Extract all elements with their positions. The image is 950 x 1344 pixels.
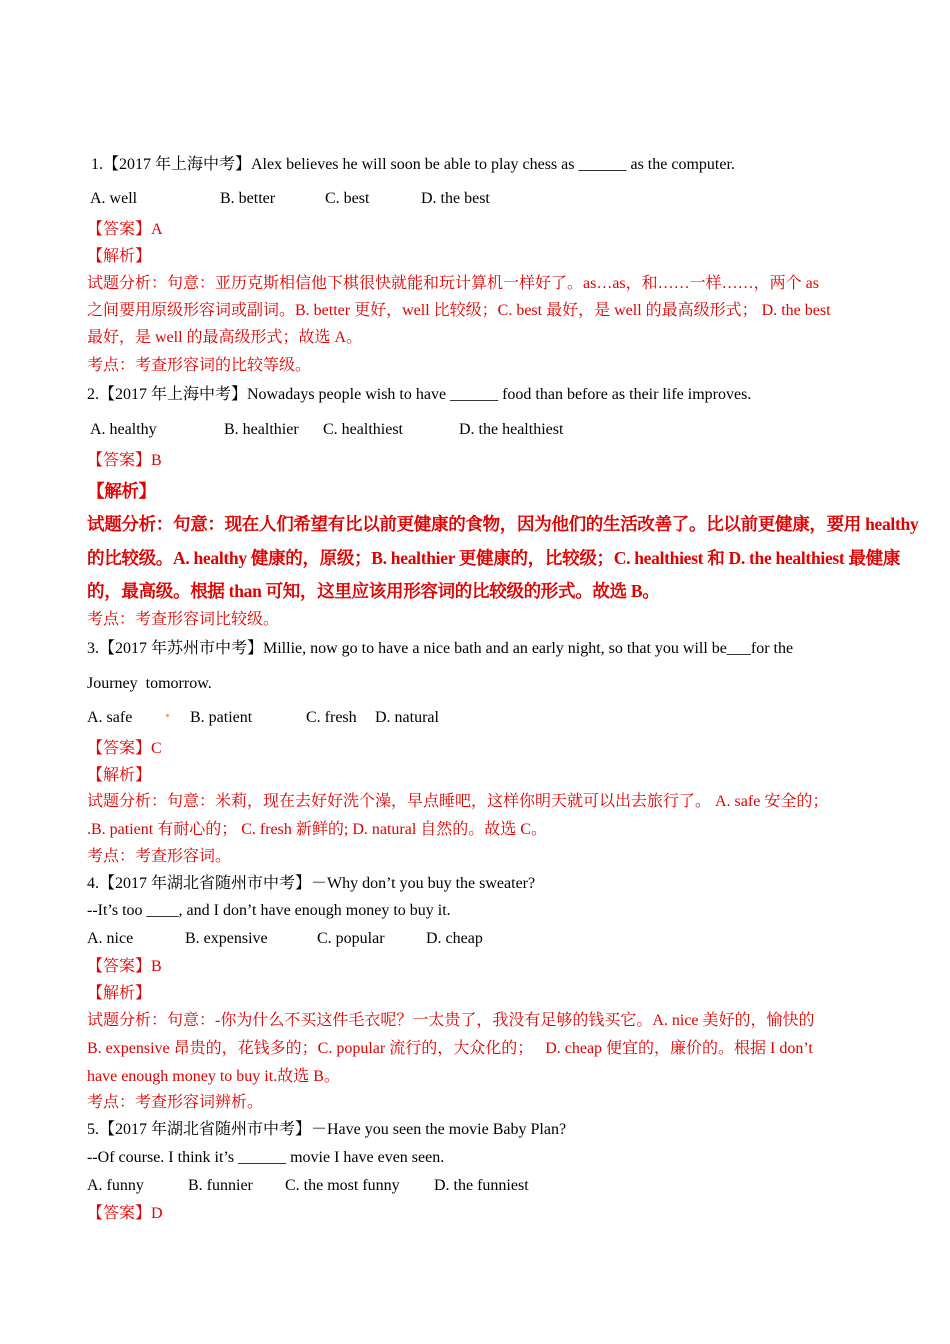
q4-option-b: B. expensive <box>185 930 268 947</box>
q2-analysis-line: 的比较级。A. healthy 健康的，原级；B. healthier 更健康的，比较级；C. healthiest 和 D. the healthiest 最健康 <box>87 548 901 568</box>
q4-analysis-label: 【解析】 <box>87 985 152 1002</box>
q1-option-b: B. better <box>220 190 276 207</box>
q4-stem-line2: --It’s too ____, and I don’t have enough money to buy it. <box>87 902 451 919</box>
q5-stem-line1: 5.【2017 年湖北省随州市中考】－Have you seen the movie Baby Plan? <box>87 1121 567 1138</box>
q3-point: 考点：考查形容词。 <box>87 848 232 865</box>
q2-option-a: A. healthy <box>90 421 157 438</box>
q1-analysis-label: 【解析】 <box>87 248 152 265</box>
q1-option-d: D. the best <box>421 190 490 207</box>
q2-option-c: C. healthiest <box>323 421 403 438</box>
q1-analysis-line: 最好，是 well 的最高级形式；故选 A。 <box>87 329 363 346</box>
q3-stem-line2: Journey tomorrow. <box>87 675 212 692</box>
q2-analysis-line: 的，最高级。根据 than 可知，这里应该用形容词的比较级的形式。故选 B。 <box>87 581 660 601</box>
q5-option-d: D. the funniest <box>434 1177 529 1194</box>
q5-stem-line2: --Of course. I think it’s ______ movie I have even seen. <box>87 1149 445 1166</box>
orange-dot-mark <box>166 714 169 717</box>
q2-analysis-label: 【解析】 <box>87 481 156 501</box>
q4-option-d: D. cheap <box>426 930 483 947</box>
q1-analysis-line: 试题分析：句意：亚历克斯相信他下棋很快就能和玩计算机一样好了。as…as，和……一样……，两个 as <box>87 275 819 292</box>
q2-analysis-line: 试题分析：句意：现在人们希望有比以前更健康的食物，因为他们的生活改善了。比以前更健康，要用 healthy <box>87 514 919 534</box>
q2-option-d: D. the healthiest <box>459 421 564 438</box>
q5-answer: 【答案】D <box>87 1205 163 1222</box>
q1-analysis-line: 之间要用原级形容词或副词。B. better 更好，well 比较级；C. best 最好，是 well 的最高级形式； D. the best <box>87 302 831 319</box>
q3-option-d: D. natural <box>375 709 439 726</box>
q1-stem: 1.【2017 年上海中考】Alex believes he will soon be able to play chess as ______ as the computer. <box>91 156 735 173</box>
q3-option-b: B. patient <box>190 709 253 726</box>
q3-analysis-label: 【解析】 <box>87 767 152 784</box>
q3-answer: 【答案】C <box>87 740 162 757</box>
q2-point: 考点：考查形容词比较级。 <box>87 611 280 628</box>
q5-option-c: C. the most funny <box>285 1177 400 1194</box>
q4-option-c: C. popular <box>317 930 385 947</box>
q4-option-a: A. nice <box>87 930 134 947</box>
q1-option-c: C. best <box>325 190 370 207</box>
q4-answer: 【答案】B <box>87 958 162 975</box>
q3-analysis-line: 试题分析：句意：米莉，现在去好好洗个澡，早点睡吧，这样你明天就可以出去旅行了。 A. safe 安全的； <box>87 793 829 810</box>
q3-stem-line1: 3.【2017 年苏州市中考】Millie, now go to have a nice bath and an early night, so that you will be___for the <box>87 640 794 657</box>
q4-analysis-line: have enough money to buy it.故选 B。 <box>87 1068 340 1085</box>
q4-analysis-line: B. expensive 昂贵的，花钱多的；C. popular 流行的，大众化的； D. cheap 便宜的，廉价的。根据 I don’t <box>87 1040 813 1057</box>
q1-option-a: A. well <box>90 190 138 207</box>
q4-analysis-line: 试题分析：句意：-你为什么不买这件毛衣呢？一太贵了，我没有足够的钱买它。A. nice 美好的，愉快的 <box>87 1012 815 1029</box>
q4-stem-line1: 4.【2017 年湖北省随州市中考】－Why don’t you buy the sweater? <box>87 875 536 892</box>
q3-option-a: A. safe <box>87 709 133 726</box>
q2-option-b: B. healthier <box>224 421 299 438</box>
q2-stem: 2.【2017 年上海中考】Nowadays people wish to have ______ food than before as their life improves. <box>87 386 752 403</box>
q1-point: 考点：考查形容词的比较等级。 <box>87 357 312 374</box>
q1-answer: 【答案】A <box>87 221 163 238</box>
q5-option-a: A. funny <box>87 1177 144 1194</box>
q5-option-b: B. funnier <box>188 1177 253 1194</box>
q2-answer: 【答案】B <box>87 452 162 469</box>
q3-option-c: C. fresh <box>306 709 357 726</box>
q4-point: 考点：考查形容词辨析。 <box>87 1094 264 1111</box>
q3-analysis-line: .B. patient 有耐心的； C. fresh 新鲜的; D. natural 自然的。故选 C。 <box>87 821 547 838</box>
